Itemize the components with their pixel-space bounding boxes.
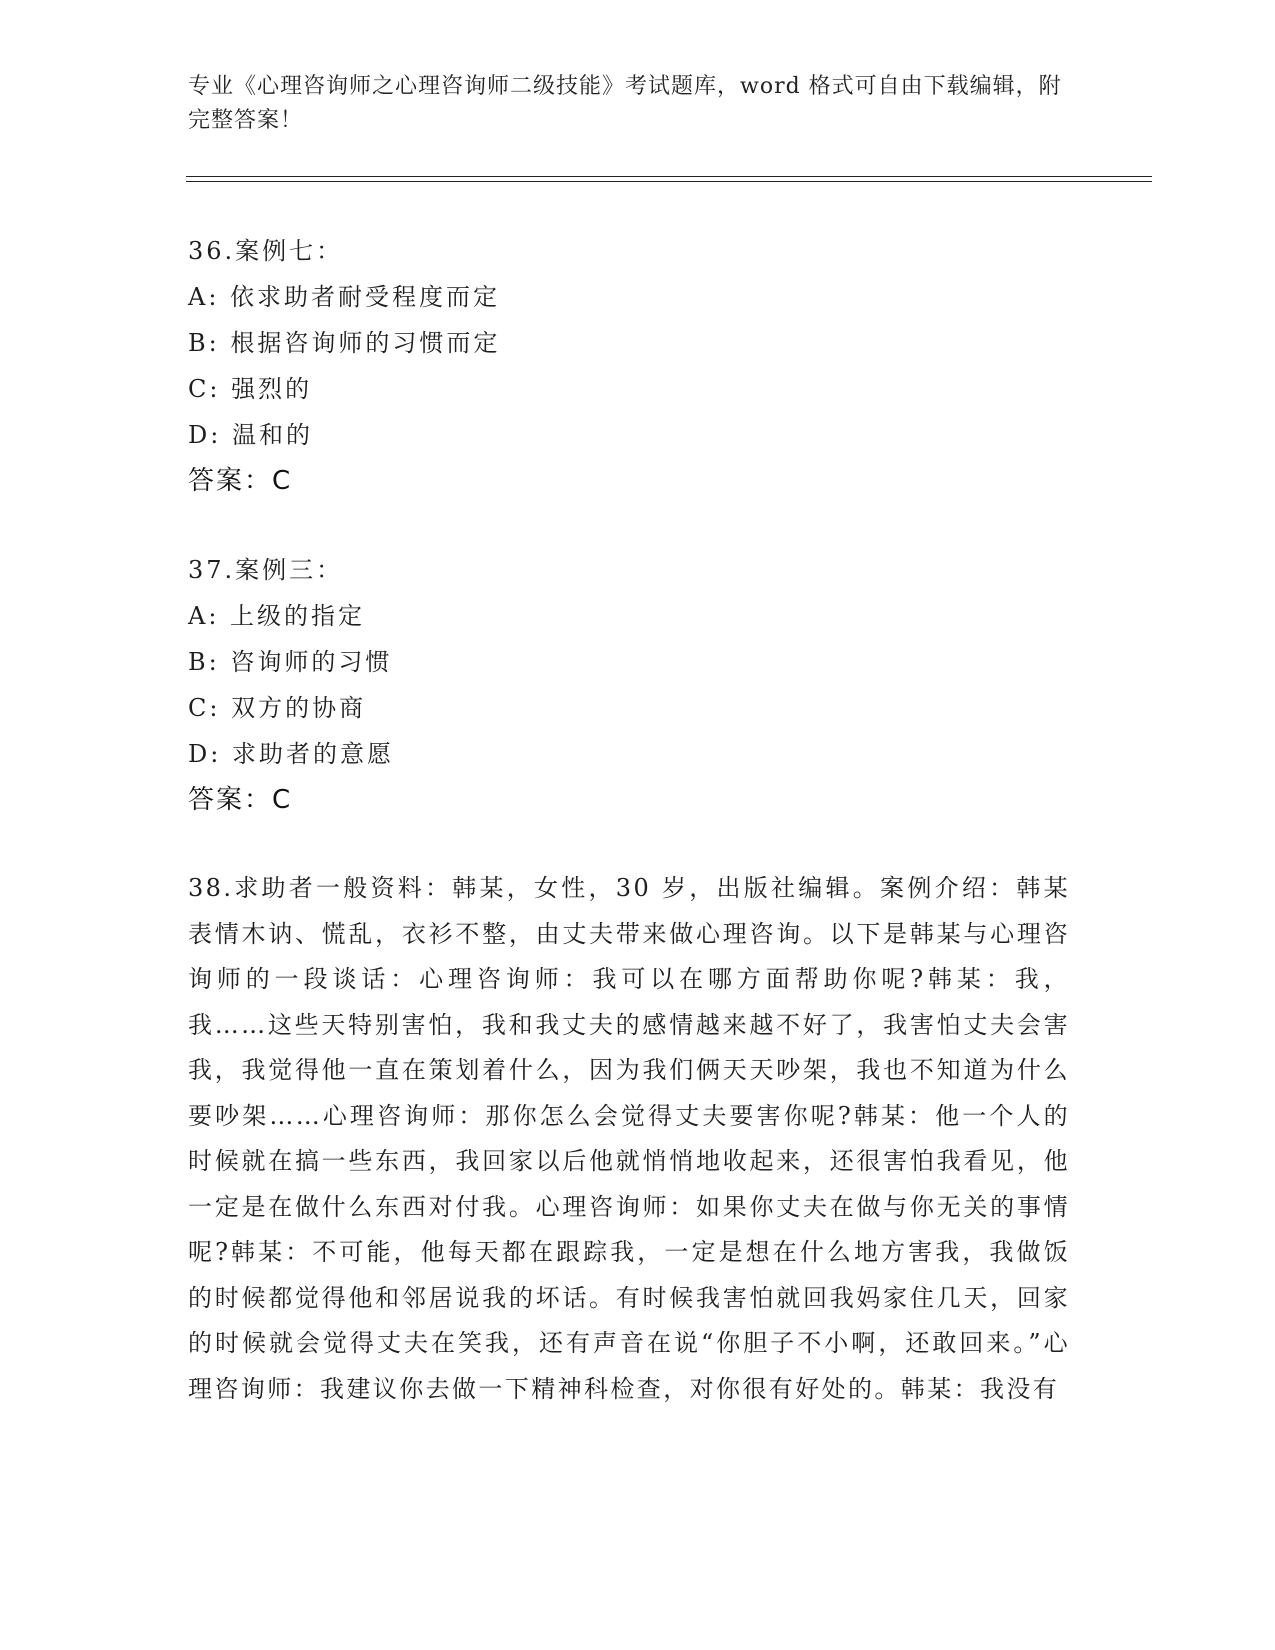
option-c: C: 双方的协商 xyxy=(188,694,367,722)
question-38-text: 38.求助者一般资料：韩某，女性，30 岁，出版社编辑。案例介绍：韩某表情木讷、慌乱，衣衫不整，由丈夫带来做心理咨询。以下是韩某与心理咨询师的一段谈话：心理咨询师：我可以在哪方面帮助你呢?韩某：我，我……这些天特别害怕，我和我丈夫的感情越来越不好了，我害怕丈夫会害我，我觉得他一直在策划着什么，因为我们俩天天吵架，我也不知道为什么要吵架……心理咨询师：那你怎么会觉得丈夫要害你呢?韩某：他一个人的时候就在搞一些东西，我回家以后他就悄悄地收起来，还很害怕我看见，他一定是在做什么东西对付我。心理咨询师：如果你丈夫在做与你无关的事情呢?韩某：不可能，他每天都在跟踪我，一定是想在什么地方害我，我做饭的时候都觉得他和邻居说我的坏话。有时候我害怕就回我妈家住几天，回家的时候就会觉得丈夫在笑我，还有声音在说“你胆子不小啊，还敢回来。”心理咨询师：我建议你去做一下精神科检查，对你很有好处的。韩某：我没有 xyxy=(188,874,1070,1403)
answer: 答案：C xyxy=(188,466,293,496)
question-37 xyxy=(188,547,1088,823)
header-divider-top xyxy=(186,176,1152,177)
question-36 xyxy=(188,228,1088,504)
document-header: 专业《心理咨询师之心理咨询师二级技能》考试题库，word 格式可自由下载编辑，附完整答案！ xyxy=(188,74,1062,133)
option-b: B: 咨询师的习惯 xyxy=(188,648,393,676)
option-a: A: 上级的指定 xyxy=(188,602,366,630)
option-a: A: 依求助者耐受程度而定 xyxy=(188,283,501,311)
answer: 答案：C xyxy=(188,785,293,815)
option-b: B: 根据咨询师的习惯而定 xyxy=(188,329,501,357)
option-d: D: 温和的 xyxy=(188,421,313,449)
option-d: D: 求助者的意愿 xyxy=(188,740,394,768)
option-c: C: 强烈的 xyxy=(188,375,313,403)
header-divider-bottom xyxy=(186,181,1152,182)
question-title: 37.案例三： xyxy=(188,556,344,584)
question-title: 36.案例七： xyxy=(188,237,344,265)
